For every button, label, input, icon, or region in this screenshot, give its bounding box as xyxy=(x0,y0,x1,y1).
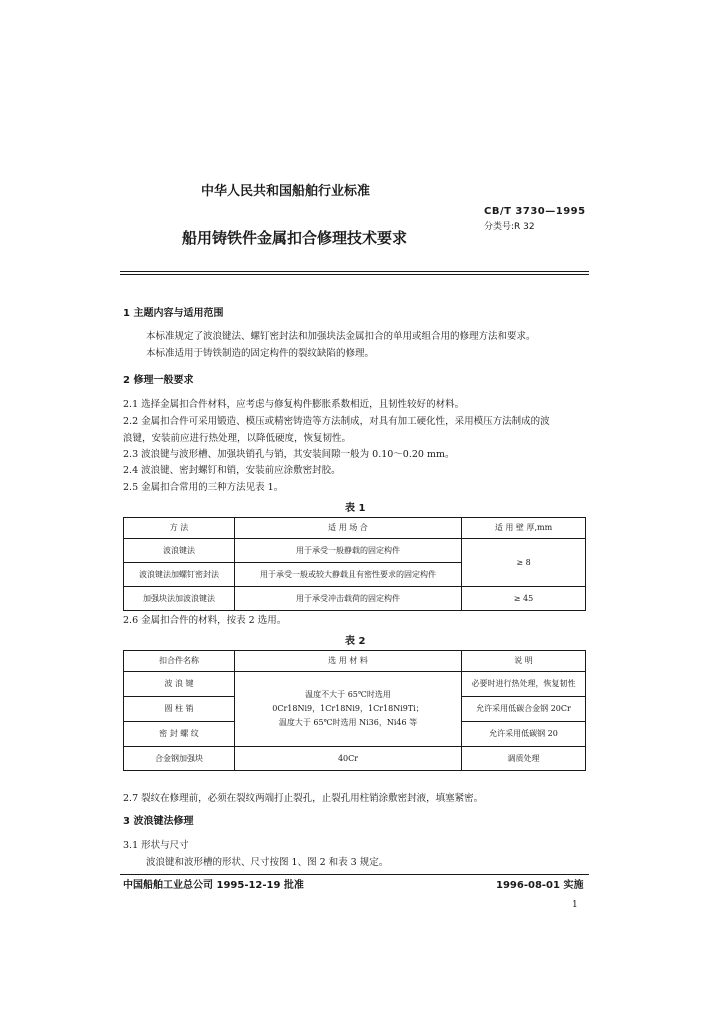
table-cell: 波浪键法加螺钉密封法 xyxy=(124,563,235,587)
table-row xyxy=(124,518,586,539)
table-cell: 合金钢加强块 xyxy=(124,747,235,771)
section-1-para-1: 本标准规定了波浪键法、螺钉密封法和加强块法金属扣合的单用或组合用的修理方法和要求。 xyxy=(146,331,536,342)
industry-standard-heading: 中华人民共和国船舶行业标准 xyxy=(201,184,371,199)
table-cell: 40Cr xyxy=(235,747,462,771)
table-cell: ≥ 45 xyxy=(462,587,586,611)
item-2-3: 2.3 波浪键与波形槽、加强块销孔与销，其安装间隙一般为 0.10～0.20 mm。 xyxy=(123,449,455,460)
table-cell: 用于承受一般静载的固定构件 xyxy=(235,539,462,563)
approval-line: 中国船舶工业总公司 1995-12-19 批准 xyxy=(123,880,304,891)
item-2-2-line-1: 2.2 金属扣合件可采用锻造、模压或精密铸造等方法制成，对具有加工硬化性，采用模压方法制成的波 xyxy=(123,416,550,427)
material-line-2: 0Cr18Ni9，1Cr18Ni9，1Cr18Ni9Ti； xyxy=(272,704,424,713)
subsection-3-1-text: 波浪键和波形槽的形状、尺寸按图 1、图 2 和表 3 规定。 xyxy=(146,857,389,868)
table-header-cell: 说 明 xyxy=(462,651,586,672)
table-cell: 圆 柱 销 xyxy=(124,697,235,722)
table-header-cell: 扣合件名称 xyxy=(124,651,235,672)
table-cell: 加强块法加波浪键法 xyxy=(124,587,235,611)
table-header-cell: 选 用 材 料 xyxy=(235,651,462,672)
table-header-cell: 适 用 壁 厚,mm xyxy=(462,518,586,539)
table-cell: ≥ 8 xyxy=(462,539,586,587)
header-divider-1 xyxy=(120,271,589,272)
table-row xyxy=(124,539,586,563)
section-1-heading: 1 主题内容与适用范围 xyxy=(123,308,224,319)
table-row xyxy=(124,651,586,672)
section-3-heading: 3 波浪键法修理 xyxy=(123,816,194,827)
table-cell: 波浪键法 xyxy=(124,539,235,563)
table-cell: 用于承受冲击载荷的固定构件 xyxy=(235,587,462,611)
section-2-heading: 2 修理一般要求 xyxy=(123,375,194,386)
table-cell: 波 浪 键 xyxy=(124,672,235,697)
standard-code: CB/T 3730—1995 xyxy=(484,206,586,217)
item-2-7: 2.7 裂纹在修理前，必须在裂纹两端打止裂孔，止裂孔用柱销涂敷密封液，填塞紧密。 xyxy=(123,793,484,804)
table-2-caption: 表 2 xyxy=(345,636,366,647)
document-title: 船用铸铁件金属扣合修理技术要求 xyxy=(182,229,408,247)
table-cell: 调质处理 xyxy=(462,747,586,771)
table-header-cell: 方 法 xyxy=(124,518,235,539)
header-divider-2 xyxy=(120,274,589,275)
table-row xyxy=(124,747,586,771)
implementation-date: 1996-08-01 实施 xyxy=(496,880,584,891)
subsection-3-1: 3.1 形状与尺寸 xyxy=(123,840,189,851)
table-2 xyxy=(123,650,586,771)
table-cell: 用于承受一般或较大静载且有密性要求的固定构件 xyxy=(235,563,462,587)
table-cell: 必要时进行热处理，恢复韧性 xyxy=(462,672,586,697)
item-2-1: 2.1 选择金属扣合件材料，应考虑与修复构件膨胀系数相近，且韧性较好的材料。 xyxy=(123,399,465,410)
table-cell: 允许采用低碳钢 20 xyxy=(462,722,586,747)
table-cell: 允许采用低碳合金钢 20Cr xyxy=(462,697,586,722)
footer-divider xyxy=(120,874,589,875)
table-row xyxy=(124,672,586,697)
table-1 xyxy=(123,517,586,611)
item-2-4: 2.4 波浪键、密封螺钉和销，安装前应涂敷密封胶。 xyxy=(123,465,341,476)
table-1-caption: 表 1 xyxy=(345,503,366,514)
material-line-1: 温度不大于 65℃时选用 xyxy=(305,690,391,699)
item-2-5: 2.5 金属扣合常用的三种方法见表 1。 xyxy=(123,482,284,493)
table-header-cell: 适 用 场 合 xyxy=(235,518,462,539)
page-number: 1 xyxy=(572,900,578,910)
item-2-2-line-2: 浪键，安装前应进行热处理，以降低硬度，恢复韧性。 xyxy=(123,433,352,444)
item-2-6: 2.6 金属扣合件的材料，按表 2 选用。 xyxy=(123,615,287,626)
table-cell-merged-material xyxy=(235,672,462,747)
table-row xyxy=(124,587,586,611)
section-1-para-2: 本标准适用于铸铁制造的固定构件的裂纹缺陷的修理。 xyxy=(146,348,375,359)
classification-code: 分类号:R 32 xyxy=(484,222,535,232)
table-cell: 密 封 螺 纹 xyxy=(124,722,235,747)
material-line-3: 温度大于 65℃时选用 Ni36，Ni46 等 xyxy=(278,718,418,727)
